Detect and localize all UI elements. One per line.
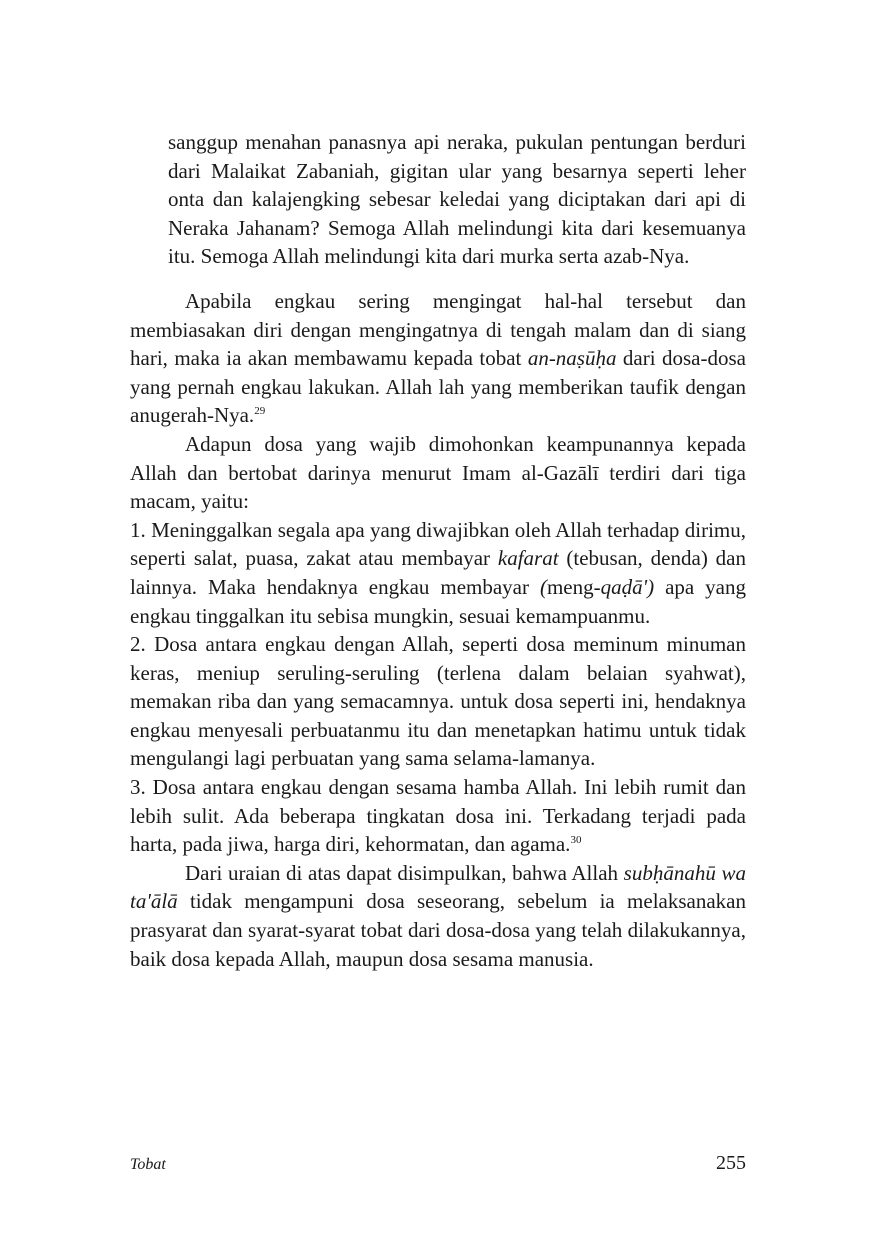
footnote-ref-30[interactable]: 30 bbox=[570, 834, 582, 847]
arabic-term: ( bbox=[539, 574, 547, 599]
quote-paragraph: sanggup menahan panasnya api neraka, pukulan pentungan berduri dari Malaikat Zabaniah, gigitan ular yang besarnya seperti leher onta dan kalajengking sebesar keledai yang diciptakan dari api di Neraka Jahanam? Semoga Allah melindungi kita dari kesemuanya itu. Semoga Allah melindungi kita dari murka serta azab-Nya. bbox=[168, 130, 746, 269]
list-item-1 bbox=[130, 516, 746, 630]
text-run: apa yang engkau tinggalkan itu sebisa mungkin, sesuai kemampuanmu. bbox=[130, 574, 746, 628]
arabic-term: qaḍā') bbox=[600, 574, 655, 599]
paragraph-tobat-reminder bbox=[130, 287, 746, 430]
text-run: dari dosa-dosa yang pernah engkau lakukan. Allah lah yang memberikan taufik dengan anugerah-Nya. bbox=[130, 346, 746, 428]
list-item-3 bbox=[130, 773, 746, 859]
arabic-term: subḥānahū wa ta'ālā bbox=[130, 860, 746, 914]
text-run: 3. Dosa antara engkau dengan sesama hamba Allah. Ini lebih rumit dan lebih sulit. Ada beberapa tingkatan dosa ini. Terkadang terjadi pada harta, pada jiwa, harga diri, kehormatan, dan agama. bbox=[130, 775, 746, 857]
page-number: 255 bbox=[716, 1152, 746, 1174]
arabic-term: an-naṣūḥa bbox=[527, 346, 617, 371]
arabic-term: kafarat bbox=[497, 546, 559, 571]
running-title: Tobat bbox=[130, 1156, 166, 1173]
text-run: Apabila engkau sering mengingat hal-hal tersebut dan membiasakan diri dengan mengingatnya di tengah malam dan di siang hari, maka ia akan membawamu kepada tobat bbox=[130, 288, 746, 371]
text-run: (tebusan, denda) dan lainnya. Maka hendaknya engkau membayar bbox=[130, 546, 746, 599]
page-footer bbox=[130, 1152, 746, 1175]
text-run: meng- bbox=[546, 574, 601, 599]
body-text bbox=[130, 128, 746, 973]
text-run: tidak mengampuni dosa seseorang, sebelum ia melaksanakan prasyarat dan syarat-syarat tobat dari dosa-dosa yang telah dilakukannya, baik dosa kepada Allah, maupun dosa sesama manusia. bbox=[130, 889, 746, 971]
text-run: Dari uraian di atas dapat disimpulkan, bahwa Allah bbox=[185, 860, 624, 885]
paragraph-three-sins: Adapun dosa yang wajib dimohonkan keampunannya kepada Allah dan bertobat darinya menurut Imam al-Gazālī terdiri dari tiga macam, yaitu: bbox=[130, 431, 746, 514]
list-item-2: 2. Dosa antara engkau dengan Allah, seperti dosa meminum minuman keras, meniup seruling-seruling (terlena dalam belaian syahwat), memakan riba dan yang semacamnya. untuk dosa seperti ini, hendaknya engkau menyesali perbuatanmu itu dan menetapkan hatimu untuk tidak mengulangi lagi perbuatan yang sama selama-lamanya. bbox=[130, 632, 746, 771]
footnote-ref-29[interactable]: 29 bbox=[254, 405, 266, 418]
paragraph-conclusion bbox=[130, 859, 746, 973]
text-run: 1. Meninggalkan segala apa yang diwajibkan oleh Allah terhadap dirimu, seperti salat, puasa, zakat atau membayar bbox=[130, 517, 746, 571]
